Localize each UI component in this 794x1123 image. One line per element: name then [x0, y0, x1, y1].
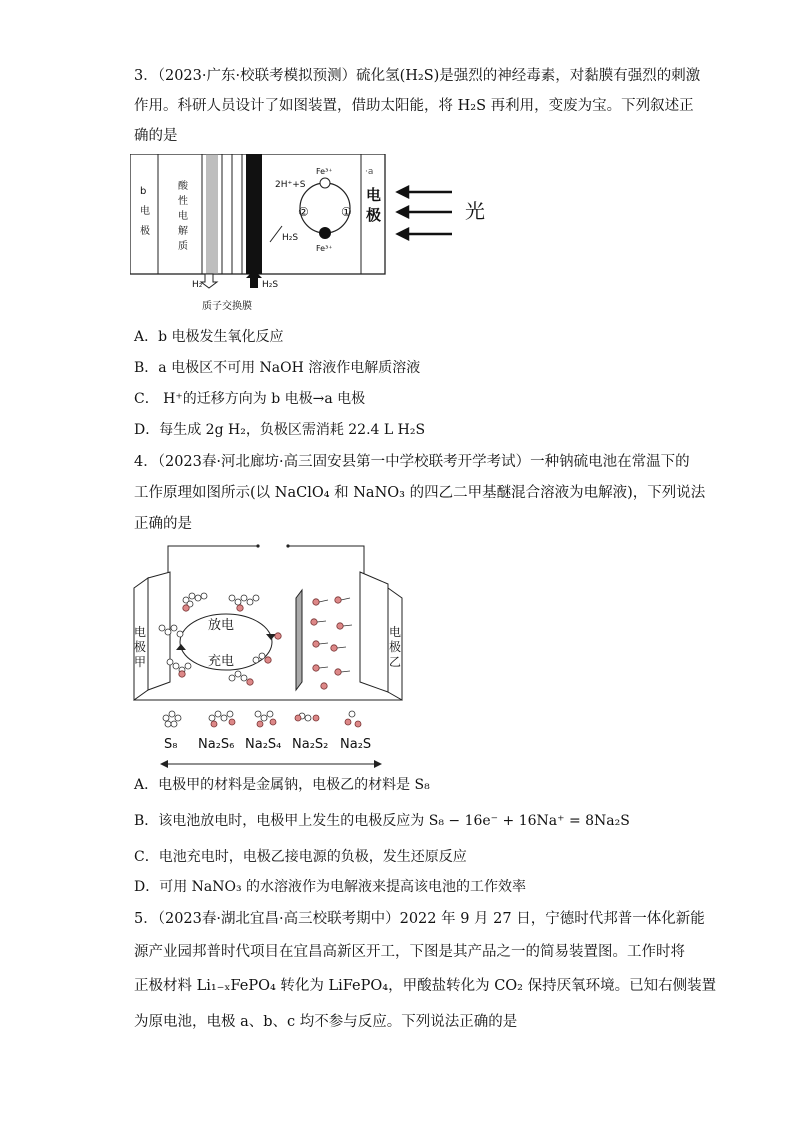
q4-discharge-label: 放电 — [208, 618, 235, 633]
q5-stem-line2: 源产业园邦普时代项目在宜昌高新区开工，下图是其产品之一的简易装置图。工作时将 — [134, 944, 685, 960]
q4-separator — [296, 590, 302, 690]
q4-species-na2s4: Na₂S₄ — [245, 737, 282, 752]
q3-reaction-top: 2H⁺+S — [275, 180, 306, 190]
q3-a-label: ·a — [365, 167, 374, 177]
q3-electrolyte-label — [178, 179, 189, 252]
q5-stem-line3: 正极材料 Li₁₋ₓFePO₄ 转化为 LiFePO₄，甲酸盐转化为 CO₂ 保持厌氧环境。已知右侧装置 — [134, 978, 717, 994]
q4-cycle-arrow-right — [266, 634, 276, 640]
svg-text:电: 电 — [178, 211, 188, 222]
q5-stem-line4: 为原电池，电极 a、b、c 均不参与反应。下列说法正确的是 — [134, 1014, 518, 1030]
q3-figure — [130, 154, 500, 316]
q3-option-b: B．a 电极区不可用 NaOH 溶液作电解质溶液 — [134, 360, 421, 376]
q4-cycle-arrow-left — [176, 644, 186, 650]
svg-text:极: 极 — [134, 640, 147, 654]
q3-option-a: A．b 电极发生氧化反应 — [134, 329, 284, 345]
q4-wire-right — [288, 546, 364, 574]
q4-option-a: A．电极甲的材料是金属钠，电极乙的材料是 S₈ — [134, 777, 430, 793]
svg-text:极: 极 — [140, 226, 150, 237]
q3-stem-line1: 3．（2023·广东·校联考模拟预测）硫化氢(H₂S)是强烈的神经毒素，对黏膜有强烈的刺激 — [134, 68, 701, 84]
q4-charge-label: 充电 — [208, 654, 235, 669]
q3-h2-out-arrow — [201, 274, 217, 288]
svg-text:乙: 乙 — [389, 655, 402, 669]
q4-switch-dot — [286, 544, 289, 547]
q4-species-na2s6: Na₂S₆ — [198, 737, 235, 752]
svg-text:极: 极 — [389, 640, 402, 654]
svg-text:电: 电 — [389, 625, 402, 639]
q3-inner-arrow — [270, 226, 282, 242]
q3-step-2: ② — [298, 205, 309, 219]
q3-fe2-marker — [320, 178, 330, 188]
q4-switch-dot — [256, 544, 259, 547]
q4-stem-line2: 工作原理如图所示(以 NaClO₄ 和 NaNO₃ 的四乙二甲基醚混合溶液为电解液)，下列说法 — [134, 485, 706, 501]
q4-stem-line1: 4．（2023春·河北廊坊·高三固安县第一中学校联考开学考试）一种钠硫电池在常温下的 — [134, 454, 690, 470]
q4-electrode-jia — [134, 578, 148, 700]
q3-fe3-marker — [319, 227, 331, 239]
svg-text:质: 质 — [178, 241, 188, 252]
q3-option-c: C． H⁺的迁移方向为 b 电极→a 电极 — [134, 391, 366, 407]
svg-text:电: 电 — [140, 206, 150, 217]
q3-h2s-in-label: H₂S — [262, 280, 279, 290]
q3-light-arrows — [398, 187, 452, 239]
q4-species-na2s2: Na₂S₂ — [292, 737, 329, 752]
q4-option-b: B．该电池放电时，电极甲上发生的电极反应为 S₈ − 16e⁻ + 16Na⁺ = 8Na₂S — [134, 813, 630, 829]
svg-text:酸: 酸 — [178, 181, 188, 192]
q4-option-c: C．电池充电时，电极乙接电源的负极，发生还原反应 — [134, 849, 467, 865]
q3-h2-out-label: H₂ — [192, 280, 203, 290]
q4-species-sodium — [211, 715, 361, 727]
q4-wire-left — [168, 546, 258, 574]
q4-right-wall — [360, 572, 388, 692]
q3-fe3-bottom: Fe³⁺ — [316, 244, 333, 253]
q4-species-s8: S₈ — [164, 737, 178, 752]
q4-arrow-head-left — [160, 760, 168, 768]
q3-a-dian: 电 — [366, 186, 382, 204]
svg-text:甲: 甲 — [134, 655, 147, 669]
q3-b-electrode-label — [140, 186, 150, 237]
q3-stem-line3: 确的是 — [134, 128, 178, 144]
q4-figure — [130, 542, 415, 772]
q4-electrode-jia-label — [134, 624, 146, 669]
q4-sodium-ions — [179, 597, 343, 689]
q3-stem-line2: 作用。科研人员设计了如图装置，借助太阳能，将 H₂S 再利用，变废为宝。下列叙述正 — [134, 98, 694, 114]
q3-membrane-label: 质子交换膜 — [202, 301, 252, 312]
q4-stem-line3: 正确的是 — [134, 516, 192, 532]
q4-ion-tails — [317, 598, 352, 672]
svg-text:解: 解 — [178, 226, 188, 237]
q3-a-ji: 极 — [366, 206, 382, 224]
svg-text:b: b — [140, 186, 147, 197]
q4-arrow-head-right — [374, 760, 382, 768]
q3-fe3-top: Fe³⁺ — [316, 167, 333, 176]
svg-text:电: 电 — [134, 625, 147, 639]
q3-option-d: D．每生成 2g H₂，负极区需消耗 22.4 L H₂S — [134, 422, 426, 438]
q3-h2s-inner: H₂S — [282, 233, 299, 243]
q5-stem-line1: 5．（2023春·湖北宜昌·高三校联考期中）2022 年 9 月 27 日，宁德时代邦普一体化新能 — [134, 911, 705, 927]
q4-option-d: D．可用 NaNO₃ 的水溶液作为电解液来提高该电池的工作效率 — [134, 879, 527, 895]
q3-light-label: 光 — [465, 199, 485, 223]
q3-step-1: ① — [341, 205, 352, 219]
q3-proton-membrane — [246, 154, 262, 274]
q3-electrolyte-hatch — [206, 154, 218, 274]
q4-species-na2s: Na₂S — [340, 737, 372, 752]
q4-electrode-yi-label — [389, 624, 401, 669]
svg-text:性: 性 — [178, 196, 188, 207]
